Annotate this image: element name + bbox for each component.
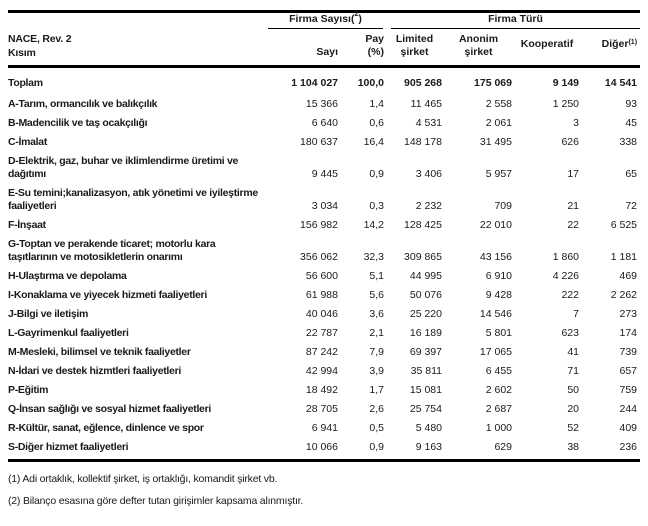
row-label: J-Bilgi ve iletişim — [8, 308, 89, 320]
row-label-total: Toplam — [8, 77, 43, 89]
cell-limited: 3 406 — [415, 168, 442, 180]
cell-limited: 2 232 — [415, 200, 442, 212]
row-label: L-Gayrimenkul faaliyetleri — [8, 327, 129, 339]
table-row — [8, 362, 640, 381]
cell-kooperatif: 626 — [561, 136, 579, 148]
footnote-marker-2: 2 — [354, 11, 359, 18]
cell-anonim: 6 910 — [485, 270, 512, 282]
table-row — [8, 152, 640, 184]
cell-anonim: 2 558 — [485, 98, 512, 110]
cell-diger: 236 — [582, 438, 640, 461]
row-label: F-İnşaat — [8, 219, 46, 231]
cell-limited: 309 865 — [404, 251, 442, 263]
table-row — [8, 343, 640, 362]
table-row — [8, 419, 640, 438]
table-row — [8, 286, 640, 305]
cell-anonim: 31 495 — [479, 136, 512, 148]
cell-diger: 244 — [619, 403, 638, 415]
cell-limited: 69 397 — [409, 346, 442, 358]
cell-kooperatif: 22 — [567, 219, 579, 231]
cell-anonim: 43 156 — [479, 251, 512, 263]
table-row — [8, 305, 640, 324]
nace-firm-count-table — [8, 10, 640, 462]
cell-pay: 1,4 — [369, 98, 384, 110]
cell-limited: 148 178 — [404, 136, 442, 148]
row-label: M-Mesleki, bilimsel ve teknik faaliyetler — [8, 346, 191, 358]
cell-pay: 5,1 — [369, 270, 384, 282]
cell-diger: 739 — [619, 346, 638, 358]
cell-diger: 6 525 — [610, 219, 638, 231]
table-row — [8, 400, 640, 419]
cell-limited: 11 465 — [410, 98, 442, 110]
cell-anonim: 14 546 — [479, 308, 512, 320]
row-label: B-Madencilik ve taş ocakçılığı — [8, 117, 148, 129]
cell-diger: 469 — [619, 270, 638, 282]
cell-anonim: 1 000 — [485, 422, 512, 434]
cell-kooperatif: 20 — [567, 403, 579, 415]
row-label: D-Elektrik, gaz, buhar ve iklimlendirme üretimi ve dağıtımı — [8, 155, 239, 180]
table-row — [8, 438, 640, 461]
cell-anonim: 6 455 — [485, 365, 512, 377]
cell-pay: 0,3 — [369, 200, 384, 212]
cell-kooperatif: 3 — [573, 117, 579, 129]
group-header-firma-sayisi — [268, 12, 387, 30]
cell-diger: 72 — [625, 200, 638, 212]
cell-kooperatif: 21 — [567, 200, 579, 212]
footnotes — [8, 473, 640, 508]
cell-kooperatif: 38 — [515, 438, 582, 461]
cell-anonim: 709 — [494, 200, 512, 212]
cell-kooperatif: 7 — [573, 308, 579, 320]
cell-pay: 0,9 — [369, 168, 384, 180]
cell-diger: 409 — [619, 422, 638, 434]
cell-kooperatif: 41 — [567, 346, 579, 358]
cell-anonim: 629 — [445, 438, 515, 461]
cell-sayi: 10 066 — [268, 438, 341, 461]
cell-kooperatif: 1 860 — [552, 251, 579, 263]
table-header — [8, 12, 640, 67]
table-row-total — [8, 67, 640, 96]
col-header-diger: Diğer$^{(1)}$ — [582, 29, 640, 67]
col-header-pay: Pay (%) — [341, 29, 387, 67]
cell-sayi: 356 062 — [300, 251, 338, 263]
cell-sayi: 61 988 — [305, 289, 338, 301]
cell-pay: 2,1 — [369, 327, 384, 339]
col-header-anonim-sirket: Anonim şirket — [445, 29, 515, 67]
row-label: E-Su temini;kanalizasyon, atık yönetimi ve iyileştirme faaliyetleri — [8, 187, 258, 212]
cell-total-pay: 100,0 — [357, 77, 384, 89]
cell-anonim: 17 065 — [479, 346, 512, 358]
cell-limited: 25 220 — [409, 308, 442, 320]
cell-kooperatif: 4 226 — [552, 270, 579, 282]
table-row — [8, 267, 640, 286]
cell-limited: 4 531 — [415, 117, 442, 129]
cell-anonim: 9 428 — [485, 289, 512, 301]
cell-total-sayi: 1 104 027 — [291, 77, 338, 89]
table-body — [8, 67, 640, 461]
cell-sayi: 42 994 — [305, 365, 338, 377]
cell-pay: 14,2 — [363, 219, 384, 231]
cell-diger: 65 — [625, 168, 638, 180]
cell-kooperatif: 623 — [561, 327, 579, 339]
cell-pay: 5,6 — [369, 289, 384, 301]
row-label: R-Kültür, sanat, eğlence, dinlence ve spor — [8, 422, 204, 434]
row-label: S-Diğer hizmet faaliyetleri — [8, 438, 268, 461]
group-label-firma-turu: Firma Türü — [391, 13, 640, 29]
cell-kooperatif: 1 250 — [552, 98, 579, 110]
cell-limited: 15 081 — [409, 384, 442, 396]
cell-pay: 0,9 — [341, 438, 387, 461]
cell-kooperatif: 52 — [567, 422, 579, 434]
cell-kooperatif: 17 — [567, 168, 579, 180]
cell-diger: 657 — [619, 365, 638, 377]
group-header-row — [8, 12, 640, 30]
cell-limited: 9 163 — [387, 438, 445, 461]
col-header-sayi: Sayı — [268, 29, 341, 67]
footnote-1: (1) Adi ortaklık, kollektif şirket, iş ortaklığı, komandit şirket vb. — [8, 473, 278, 485]
cell-pay: 3,9 — [369, 365, 384, 377]
cell-pay: 7,9 — [369, 346, 384, 358]
cell-limited: 128 425 — [404, 219, 442, 231]
cell-sayi: 87 242 — [305, 346, 338, 358]
cell-diger: 93 — [625, 98, 638, 110]
cell-sayi: 56 600 — [305, 270, 338, 282]
cell-kooperatif: 222 — [561, 289, 579, 301]
nace-header-line1: NACE, Rev. 2 — [8, 33, 72, 45]
table-row — [8, 133, 640, 152]
row-label: Q-İnsan sağlığı ve sosyal hizmet faaliyetleri — [8, 403, 212, 415]
cell-pay: 0,5 — [369, 422, 384, 434]
cell-kooperatif: 71 — [567, 365, 579, 377]
cell-anonim: 5 801 — [485, 327, 512, 339]
table-row — [8, 381, 640, 400]
cell-total-diger: 14 541 — [604, 77, 638, 89]
cell-anonim: 2 061 — [485, 117, 512, 129]
cell-kooperatif: 50 — [567, 384, 579, 396]
cell-anonim: 2 687 — [485, 403, 512, 415]
cell-diger: 174 — [619, 327, 638, 339]
cell-sayi: 3 034 — [311, 200, 338, 212]
cell-sayi: 15 366 — [305, 98, 338, 110]
table-row — [8, 95, 640, 114]
cell-sayi: 6 640 — [311, 117, 338, 129]
cell-diger: 45 — [625, 117, 638, 129]
group-label-firma-sayisi: Firma Sayısı($^2$) — [268, 13, 383, 29]
row-label: C-İmalat — [8, 136, 48, 148]
cell-anonim: 2 602 — [485, 384, 512, 396]
cell-sayi: 156 982 — [300, 219, 338, 231]
row-label: G-Toptan ve perakende ticaret; motorlu kara taşıtlarının ve motosikletlerin onarımı — [8, 238, 216, 263]
cell-sayi: 22 787 — [305, 327, 338, 339]
group-header-firma-turu — [387, 12, 640, 30]
cell-sayi: 9 445 — [311, 168, 338, 180]
footnote-2: (2) Bilanço esasına göre defter tutan girişimler kapsama alınmıştır. — [8, 495, 304, 507]
cell-diger: 273 — [619, 308, 638, 320]
cell-pay: 2,6 — [369, 403, 384, 415]
cell-pay: 3,6 — [369, 308, 384, 320]
cell-diger: 759 — [619, 384, 638, 396]
cell-anonim: 22 010 — [479, 219, 512, 231]
cell-pay: 1,7 — [369, 384, 384, 396]
cell-limited: 44 995 — [409, 270, 442, 282]
col-header-kooperatif: Kooperatif — [515, 29, 582, 67]
cell-total-anonim: 175 069 — [474, 77, 512, 89]
cell-total-limited: 905 268 — [404, 77, 442, 89]
cell-sayi: 40 046 — [305, 308, 338, 320]
footnote-marker-1: (1) — [628, 38, 638, 46]
cell-pay: 0,6 — [369, 117, 384, 129]
cell-limited: 50 076 — [409, 289, 442, 301]
cell-limited: 35 811 — [410, 365, 442, 377]
cell-sayi: 180 637 — [300, 136, 338, 148]
table-row — [8, 184, 640, 216]
nace-header-line2: Kısım — [8, 47, 36, 59]
cell-limited: 25 754 — [409, 403, 442, 415]
table-row — [8, 114, 640, 133]
cell-diger: 1 181 — [610, 251, 638, 263]
row-label: I-Konaklama ve yiyecek hizmeti faaliyetleri — [8, 289, 207, 301]
row-header-nace-kisim — [8, 12, 268, 67]
table-row — [8, 216, 640, 235]
cell-pay: 32,3 — [363, 251, 384, 263]
cell-diger: 338 — [619, 136, 638, 148]
row-label: N-İdari ve destek hizmtleri faaliyetleri — [8, 365, 181, 377]
row-label: A-Tarım, ormancılık ve balıkçılık — [8, 98, 158, 110]
cell-total-kooperatif: 9 149 — [552, 77, 579, 89]
table-row — [8, 235, 640, 267]
row-label: H-Ulaştırma ve depolama — [8, 270, 127, 282]
table-row — [8, 324, 640, 343]
cell-limited: 16 189 — [409, 327, 442, 339]
cell-sayi: 18 492 — [305, 384, 338, 396]
col-header-limited-sirket: Limited şirket — [387, 29, 445, 67]
row-label: P-Eğitim — [8, 384, 49, 396]
cell-anonim: 5 957 — [485, 168, 512, 180]
cell-diger: 2 262 — [610, 289, 638, 301]
cell-sayi: 6 941 — [311, 422, 338, 434]
cell-sayi: 28 705 — [305, 403, 338, 415]
cell-limited: 5 480 — [415, 422, 442, 434]
cell-pay: 16,4 — [363, 136, 384, 148]
